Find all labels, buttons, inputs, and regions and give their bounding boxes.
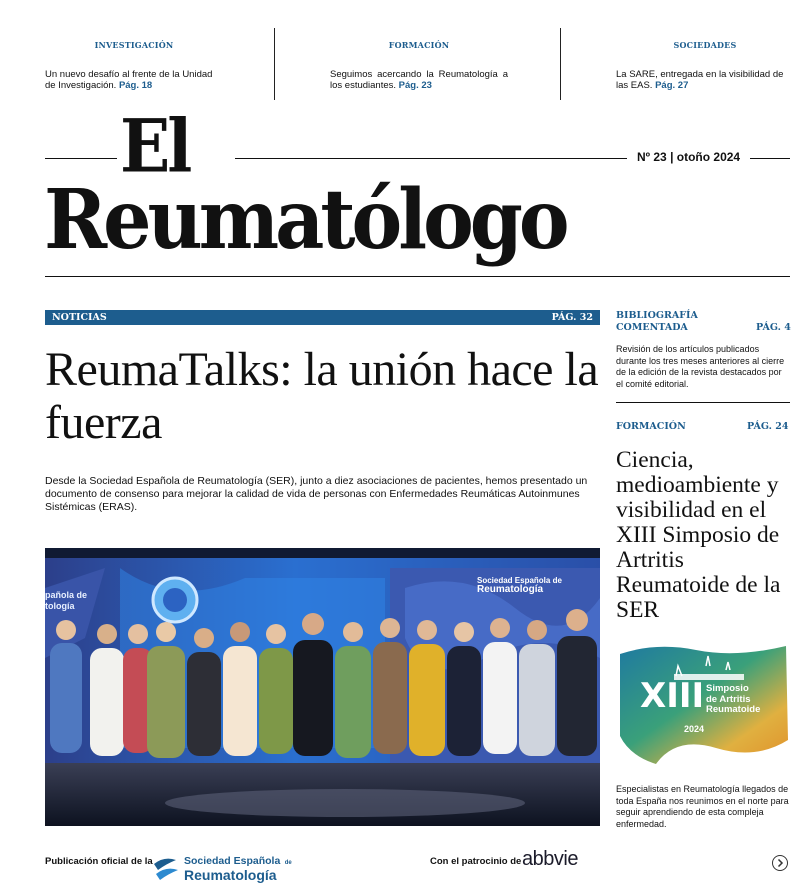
section-page[interactable]: PÁG. 32 xyxy=(551,312,593,323)
bibliografia-text: Revisión de los artículos publicados durante los tres meses anteriores al cierre de la edición de la revista destacados por el comité editorial. xyxy=(616,344,785,389)
poster-title xyxy=(706,684,760,716)
masthead-rule-left xyxy=(45,158,117,159)
masthead-rule-bottom xyxy=(45,276,790,277)
column-divider xyxy=(560,28,561,100)
teaser-category: INVESTIGACIÓN xyxy=(94,40,174,50)
next-page-icon[interactable] xyxy=(772,855,788,871)
column-divider xyxy=(274,28,275,100)
photo-sign-left-line1: pañola de xyxy=(45,590,88,600)
teaser-page-link[interactable]: Pág. 27 xyxy=(655,80,689,91)
teaser-text: Seguimos acercando la Reumatología a los estudiantes. xyxy=(330,69,508,91)
formacion-text: Especialistas en Reumatología llegados de toda España nos reunimos en el norte para seguir aprendiendo de esta compleja enfermedad. xyxy=(616,784,789,829)
section-bar-noticias[interactable] xyxy=(45,310,600,325)
teaser-text: La SARE, entregada en la visibilidad de las EAS. xyxy=(616,69,784,91)
teaser-page-link[interactable]: Pág. 23 xyxy=(398,80,432,91)
teaser-formacion[interactable] xyxy=(330,40,508,91)
poster-line3: Reumatoide xyxy=(706,704,761,715)
section-label: NOTICIAS xyxy=(52,312,107,323)
poster-line1: Simposio xyxy=(706,683,749,694)
poster-line2: de Artritis xyxy=(706,693,751,705)
photo-sign-left xyxy=(45,590,87,612)
ser-logo-text xyxy=(184,854,292,882)
poster-numeral: XIII xyxy=(640,676,705,716)
teaser-category: FORMACIÓN xyxy=(388,40,450,50)
formacion-page[interactable]: PÁG. 24 xyxy=(747,421,789,432)
main-lead-paragraph: Desde la Sociedad Española de Reumatología (SER), junto a diez asociaciones de pacientes, hemos presentado un documento de consenso para mejorar la calidad de vida de personas con Enfermedades Reumáticas Autoinmunes Sistémicas (ERAS). xyxy=(45,475,588,513)
ser-logo[interactable] xyxy=(150,852,310,882)
teaser-page-link[interactable]: Pág. 18 xyxy=(118,80,153,91)
poster-year: 2024 xyxy=(684,724,705,734)
sidebar-divider xyxy=(616,402,790,403)
issue-number: Nº 23 | otoño 2024 xyxy=(637,150,741,164)
teaser-investigacion[interactable] xyxy=(45,40,223,91)
ser-logo-line2: Reumatología xyxy=(184,867,277,883)
photo-sign-left-line2: tología xyxy=(45,601,75,611)
masthead-rule-right xyxy=(750,158,790,159)
masthead-title-line2: Reumatólogo xyxy=(44,171,566,268)
formacion-headline[interactable]: Ciencia, medioambiente y visibilidad en el XIII Simposio de Artritis Reumatoide de la SER xyxy=(616,447,781,623)
bibliografia-page[interactable]: PÁG. 4 xyxy=(756,322,791,333)
main-photo xyxy=(45,548,600,826)
simposio-poster xyxy=(616,636,790,774)
ser-logo-line1: Sociedad Española xyxy=(184,855,281,867)
photo-sign-line1: Sociedad Española de xyxy=(477,576,562,585)
teaser-sociedades[interactable] xyxy=(616,40,794,91)
formacion-category[interactable]: FORMACIÓN xyxy=(616,421,686,432)
teaser-text: Un nuevo desafío al frente de la Unidad de Investigación. xyxy=(45,69,213,91)
footer-publication-label: Publicación oficial de la xyxy=(45,856,153,867)
masthead-rule-mid xyxy=(235,158,627,159)
main-headline[interactable]: ReumaTalks: la unión hace la fuerza xyxy=(45,343,599,449)
masthead-title-line1: El xyxy=(120,103,190,190)
ser-logo-icon xyxy=(150,852,180,882)
ser-logo-de: de xyxy=(284,860,292,866)
bibliografia-category[interactable]: BIBLIOGRAFÍA COMENTADA xyxy=(616,310,698,333)
sponsor-label: Con el patrocinio de xyxy=(430,856,522,867)
abbvie-logo[interactable]: abbvie xyxy=(522,848,578,870)
photo-sign-logo xyxy=(477,576,562,594)
teaser-category: SOCIEDADES xyxy=(673,40,737,50)
photo-sign-line2: Reumatología xyxy=(477,584,544,595)
chevron-right-icon xyxy=(773,856,787,870)
